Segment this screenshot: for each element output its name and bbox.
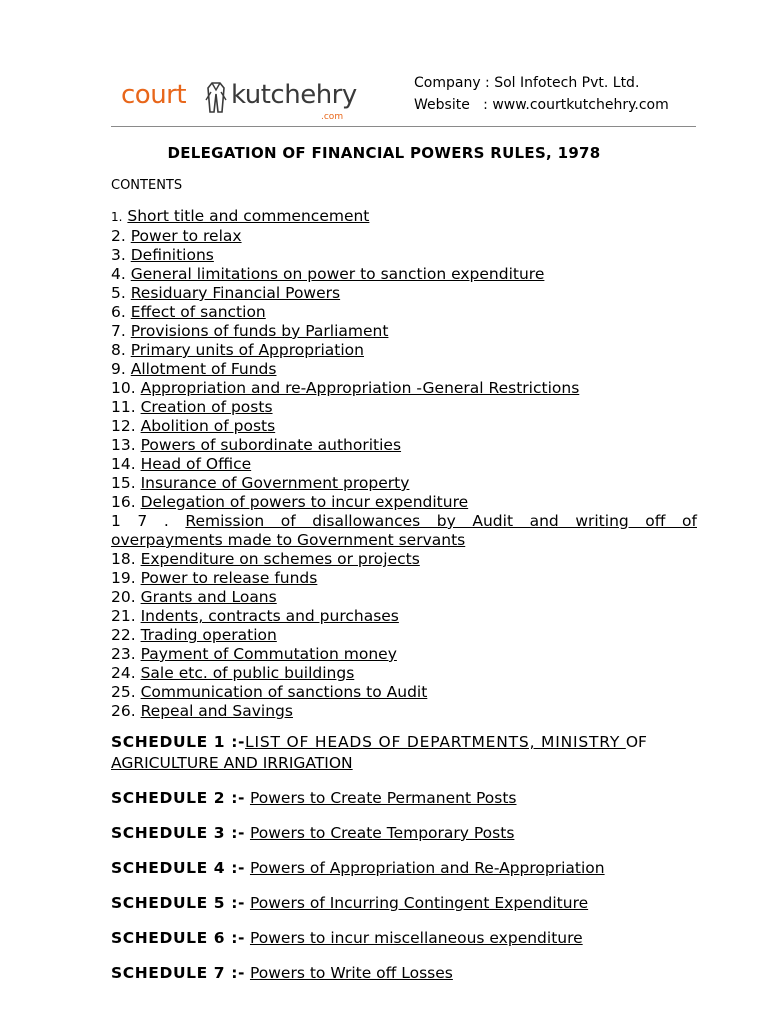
schedule-item <box>111 893 701 914</box>
toc-item-number: 4. <box>111 265 126 283</box>
schedule-link-tail: OF <box>625 733 647 751</box>
schedule-label: SCHEDULE 5 :- <box>111 894 246 912</box>
toc-item-link[interactable]: Power to release funds <box>140 569 318 587</box>
toc-item-link[interactable]: Provisions of funds by Parliament <box>130 322 389 340</box>
toc-item-link[interactable]: Powers of subordinate authorities <box>140 436 402 454</box>
toc-item-link[interactable]: Power to relax <box>130 227 242 245</box>
toc-item-number: 20. <box>111 588 136 606</box>
toc-item-number: 14. <box>111 455 136 473</box>
schedule-label: SCHEDULE 1 :- <box>111 733 246 751</box>
toc-item <box>111 246 697 265</box>
judge-figure-icon <box>202 80 230 114</box>
schedule-item <box>111 732 701 774</box>
schedule-label: SCHEDULE 3 :- <box>111 824 246 842</box>
toc-item-link[interactable]: Appropriation and re-Appropriation -General Restrictions <box>140 379 580 397</box>
toc-item-link[interactable]: Short title and commencement <box>127 207 370 225</box>
website-value[interactable]: www.courtkutchehry.com <box>492 97 669 113</box>
toc-item <box>111 284 697 303</box>
schedule-item <box>111 963 701 984</box>
toc-item-link[interactable]: Trading operation <box>140 626 277 644</box>
toc-item <box>111 341 697 360</box>
toc-item-number: 11. <box>111 398 136 416</box>
schedules-list <box>111 732 701 998</box>
logo-suffix: .com <box>321 112 344 122</box>
toc-item-link-continued[interactable]: overpayments made to Government servants <box>111 531 466 549</box>
schedule-link[interactable]: Powers to Write off Losses <box>249 964 453 982</box>
toc-item <box>111 588 697 607</box>
toc-item-number: 26. <box>111 702 136 720</box>
toc-item-number: 18. <box>111 550 136 568</box>
toc-item <box>111 493 697 512</box>
document-title: DELEGATION OF FINANCIAL POWERS RULES, 1978 <box>167 144 601 162</box>
toc-item-number: 15. <box>111 474 136 492</box>
company-info: Company : Sol Infotech Pvt. Ltd. Website : www.courtkutchehry.com <box>414 75 669 113</box>
schedule-label: SCHEDULE 6 :- <box>111 929 246 947</box>
toc-item-number: 16. <box>111 493 136 511</box>
toc-item-link[interactable]: Residuary Financial Powers <box>130 284 341 302</box>
toc-item-number: 5. <box>111 284 126 302</box>
toc-item <box>111 607 697 626</box>
toc-item <box>111 265 697 284</box>
contents-label: CONTENTS <box>111 178 183 193</box>
table-of-contents <box>111 207 697 721</box>
toc-item-link[interactable]: Repeal and Savings <box>140 702 293 720</box>
toc-item <box>111 455 697 474</box>
toc-item-link[interactable]: Payment of Commutation money <box>140 645 397 663</box>
schedule-item <box>111 858 701 879</box>
toc-item-link[interactable]: Remission of disallowances by Audit and writing off of <box>185 512 697 530</box>
toc-item <box>111 379 697 398</box>
toc-item-number: 1. <box>111 210 123 224</box>
schedule-link-continued[interactable]: AGRICULTURE AND IRRIGATION <box>111 754 353 772</box>
toc-item-number: 24. <box>111 664 136 682</box>
toc-item-number: 13. <box>111 436 136 454</box>
toc-item <box>111 569 697 588</box>
logo-text-kutchehry: kutchehry <box>231 80 357 110</box>
toc-item-link[interactable]: Creation of posts <box>140 398 273 416</box>
toc-item <box>111 474 697 493</box>
toc-item <box>111 417 697 436</box>
company-label: Company <box>414 75 481 91</box>
toc-item <box>111 683 697 702</box>
toc-item <box>111 436 697 455</box>
toc-item <box>111 360 697 379</box>
logo-text-court: court <box>121 80 187 110</box>
toc-item-number: 23. <box>111 645 136 663</box>
toc-item <box>111 512 697 550</box>
toc-item <box>111 227 697 246</box>
schedule-link[interactable]: LIST OF HEADS OF DEPARTMENTS, MINISTRY <box>245 733 626 751</box>
schedule-label: SCHEDULE 7 :- <box>111 964 246 982</box>
toc-item <box>111 207 697 227</box>
toc-item-number: 1 7 . <box>111 512 169 530</box>
toc-item-link[interactable]: Head of Office <box>140 455 252 473</box>
toc-item-number: 9. <box>111 360 126 378</box>
toc-item-link[interactable]: Expenditure on schemes or projects <box>140 550 420 568</box>
toc-item-number: 12. <box>111 417 136 435</box>
toc-item-link[interactable]: Sale etc. of public buildings <box>140 664 355 682</box>
toc-item-number: 21. <box>111 607 136 625</box>
toc-item-number: 2. <box>111 227 126 245</box>
toc-item-number: 6. <box>111 303 126 321</box>
toc-item-link[interactable]: Allotment of Funds <box>130 360 277 378</box>
schedule-item <box>111 928 701 949</box>
toc-item-link[interactable]: Definitions <box>130 246 214 264</box>
toc-item <box>111 645 697 664</box>
toc-item-link[interactable]: Delegation of powers to incur expenditure <box>140 493 469 511</box>
toc-item-number: 10. <box>111 379 136 397</box>
toc-item-link[interactable]: Communication of sanctions to Audit <box>140 683 428 701</box>
toc-item-link[interactable]: Indents, contracts and purchases <box>140 607 399 625</box>
header-divider <box>111 126 696 127</box>
toc-item <box>111 664 697 683</box>
schedule-link[interactable]: Powers of Incurring Contingent Expenditure <box>249 894 589 912</box>
website-label: Website <box>414 97 470 113</box>
toc-item-line1 <box>111 512 697 531</box>
toc-item-link[interactable]: Primary units of Appropriation <box>130 341 364 359</box>
schedule-link[interactable]: Powers to incur miscellaneous expenditure <box>249 929 583 947</box>
toc-item <box>111 702 697 721</box>
toc-item-number: 25. <box>111 683 136 701</box>
schedule-item <box>111 823 701 844</box>
toc-item <box>111 398 697 417</box>
schedule-link[interactable]: Powers to Create Permanent Posts <box>249 789 517 807</box>
toc-item <box>111 303 697 322</box>
schedule-link[interactable]: Powers of Appropriation and Re-Appropriation <box>249 859 605 877</box>
toc-item <box>111 322 697 341</box>
toc-item-link[interactable]: Grants and Loans <box>140 588 277 606</box>
schedule-link[interactable]: Powers to Create Temporary Posts <box>249 824 515 842</box>
page-header <box>111 62 696 128</box>
toc-item-number: 7. <box>111 322 126 340</box>
toc-item-number: 22. <box>111 626 136 644</box>
toc-item-link[interactable]: Abolition of posts <box>140 417 276 435</box>
schedule-item <box>111 788 701 809</box>
toc-item-link[interactable]: General limitations on power to sanction expenditure <box>130 265 545 283</box>
toc-item-link[interactable]: Effect of sanction <box>130 303 266 321</box>
toc-item-number: 8. <box>111 341 126 359</box>
company-value: Sol Infotech Pvt. Ltd. <box>494 75 640 91</box>
schedule-label: SCHEDULE 2 :- <box>111 789 246 807</box>
toc-item <box>111 550 697 569</box>
toc-item-number: 19. <box>111 569 136 587</box>
toc-item-number: 3. <box>111 246 126 264</box>
toc-item-link[interactable]: Insurance of Government property <box>140 474 410 492</box>
schedule-label: SCHEDULE 4 :- <box>111 859 246 877</box>
toc-item <box>111 626 697 645</box>
